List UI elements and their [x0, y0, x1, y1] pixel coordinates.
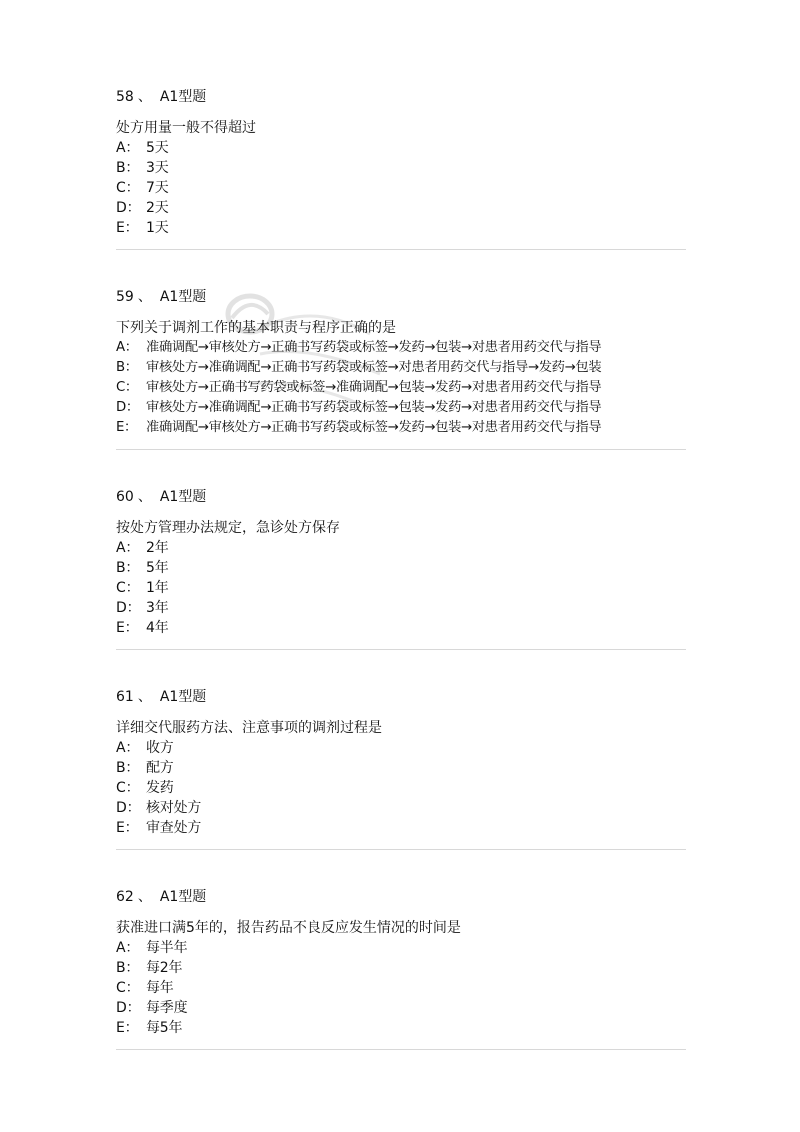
question-number: 58: [116, 89, 134, 105]
option-e[interactable]: [116, 1018, 686, 1038]
option-letter: D：: [116, 800, 141, 816]
option-letter: C：: [116, 580, 140, 596]
question-stem: 下列关于调剂工作的基本职责与程序正确的是: [116, 320, 396, 336]
option-text: 审核处方→准确调配→正确书写药袋或标签→对患者用药交代与指导→发药→包装: [146, 360, 602, 375]
question-header: [116, 88, 686, 106]
option-text: 5年: [146, 560, 169, 576]
question-60: [116, 488, 686, 638]
option-letter: E：: [116, 820, 139, 836]
option-c[interactable]: [116, 578, 686, 598]
question-header: [116, 888, 686, 906]
option-text: 2天: [146, 200, 169, 216]
option-letter: E：: [116, 420, 137, 435]
option-letter: B：: [116, 160, 140, 176]
option-text: 7天: [146, 180, 169, 196]
option-text: 每2年: [146, 960, 183, 976]
option-letter: B：: [116, 360, 138, 375]
option-text: 审核处方→准确调配→正确书写药袋或标签→包装→发药→对患者用药交代与指导: [146, 400, 602, 415]
question-number: 59: [116, 289, 134, 305]
option-e[interactable]: [116, 218, 686, 238]
question-stem: 按处方管理办法规定，急诊处方保存: [116, 520, 340, 536]
question-type: A1型题: [159, 489, 207, 505]
option-d[interactable]: [116, 798, 686, 818]
option-letter: C：: [116, 380, 138, 395]
option-text: 核对处方: [146, 800, 202, 816]
question-header: [116, 688, 686, 706]
question-separator: 、: [137, 289, 152, 305]
option-letter: D：: [116, 600, 141, 616]
option-b[interactable]: [116, 358, 686, 378]
option-letter: E：: [116, 220, 139, 236]
option-letter: A：: [116, 140, 140, 156]
option-text: 3天: [146, 160, 169, 176]
option-c[interactable]: [116, 978, 686, 998]
option-letter: D：: [116, 400, 139, 415]
option-text: 4年: [146, 620, 169, 636]
question-61: [116, 688, 686, 838]
option-d[interactable]: [116, 198, 686, 218]
question-number: 60: [116, 489, 134, 505]
option-text: 审核处方→正确书写药袋或标签→准确调配→包装→发药→对患者用药交代与指导: [146, 380, 602, 395]
option-text: 2年: [146, 540, 169, 556]
option-letter: E：: [116, 620, 139, 636]
question-header: [116, 488, 686, 506]
option-letter: C：: [116, 180, 140, 196]
option-letter: B：: [116, 960, 140, 976]
option-b[interactable]: [116, 558, 686, 578]
option-letter: B：: [116, 560, 140, 576]
question-type: A1型题: [159, 89, 207, 105]
option-d[interactable]: [116, 598, 686, 618]
option-text: 每半年: [146, 940, 188, 956]
question-divider: [116, 1049, 686, 1050]
question-divider: [116, 849, 686, 850]
option-c[interactable]: [116, 178, 686, 198]
question-type: A1型题: [159, 289, 207, 305]
question-divider: [116, 249, 686, 250]
question-58: [116, 88, 686, 238]
option-text: 5天: [146, 140, 169, 156]
question-separator: 、: [137, 89, 152, 105]
question-header: [116, 288, 686, 306]
question-stem: 详细交代服药方法、注意事项的调剂过程是: [116, 720, 382, 736]
option-a[interactable]: [116, 738, 686, 758]
option-text: 每年: [146, 980, 174, 996]
question-divider: [116, 449, 686, 450]
option-text: 1天: [146, 220, 169, 236]
option-text: 配方: [146, 760, 174, 776]
question-number: 62: [116, 889, 134, 905]
question-divider: [116, 649, 686, 650]
question-stem: 处方用量一般不得超过: [116, 120, 256, 136]
option-letter: B：: [116, 760, 140, 776]
option-a[interactable]: [116, 938, 686, 958]
option-letter: A：: [116, 540, 140, 556]
option-letter: A：: [116, 940, 140, 956]
option-d[interactable]: [116, 998, 686, 1018]
option-text: 准确调配→审核处方→正确书写药袋或标签→发药→包装→对患者用药交代与指导: [146, 420, 602, 435]
option-d[interactable]: [116, 398, 686, 418]
option-letter: E：: [116, 1020, 139, 1036]
question-62: [116, 888, 686, 1038]
option-text: 发药: [146, 780, 174, 796]
question-stem: 获准进口满5年的，报告药品不良反应发生情况的时间是: [116, 920, 461, 936]
option-letter: A：: [116, 740, 140, 756]
option-a[interactable]: [116, 338, 686, 358]
option-c[interactable]: [116, 378, 686, 398]
option-e[interactable]: [116, 418, 686, 438]
question-separator: 、: [137, 689, 152, 705]
option-letter: D：: [116, 1000, 141, 1016]
option-letter: A：: [116, 340, 138, 355]
option-text: 审查处方: [146, 820, 202, 836]
option-letter: C：: [116, 980, 140, 996]
option-letter: D：: [116, 200, 141, 216]
option-text: 准确调配→审核处方→正确书写药袋或标签→发药→包装→对患者用药交代与指导: [146, 340, 602, 355]
option-a[interactable]: [116, 138, 686, 158]
question-59: [116, 288, 686, 438]
option-e[interactable]: [116, 818, 686, 838]
option-letter: C：: [116, 780, 140, 796]
option-b[interactable]: [116, 758, 686, 778]
option-text: 3年: [146, 600, 169, 616]
question-type: A1型题: [159, 689, 207, 705]
option-b[interactable]: [116, 158, 686, 178]
option-e[interactable]: [116, 618, 686, 638]
option-a[interactable]: [116, 538, 686, 558]
option-text: 每季度: [146, 1000, 188, 1016]
question-type: A1型题: [159, 889, 207, 905]
option-text: 1年: [146, 580, 169, 596]
question-number: 61: [116, 689, 134, 705]
question-separator: 、: [137, 889, 152, 905]
option-text: 收方: [146, 740, 174, 756]
option-text: 每5年: [146, 1020, 183, 1036]
question-separator: 、: [137, 489, 152, 505]
option-b[interactable]: [116, 958, 686, 978]
option-c[interactable]: [116, 778, 686, 798]
